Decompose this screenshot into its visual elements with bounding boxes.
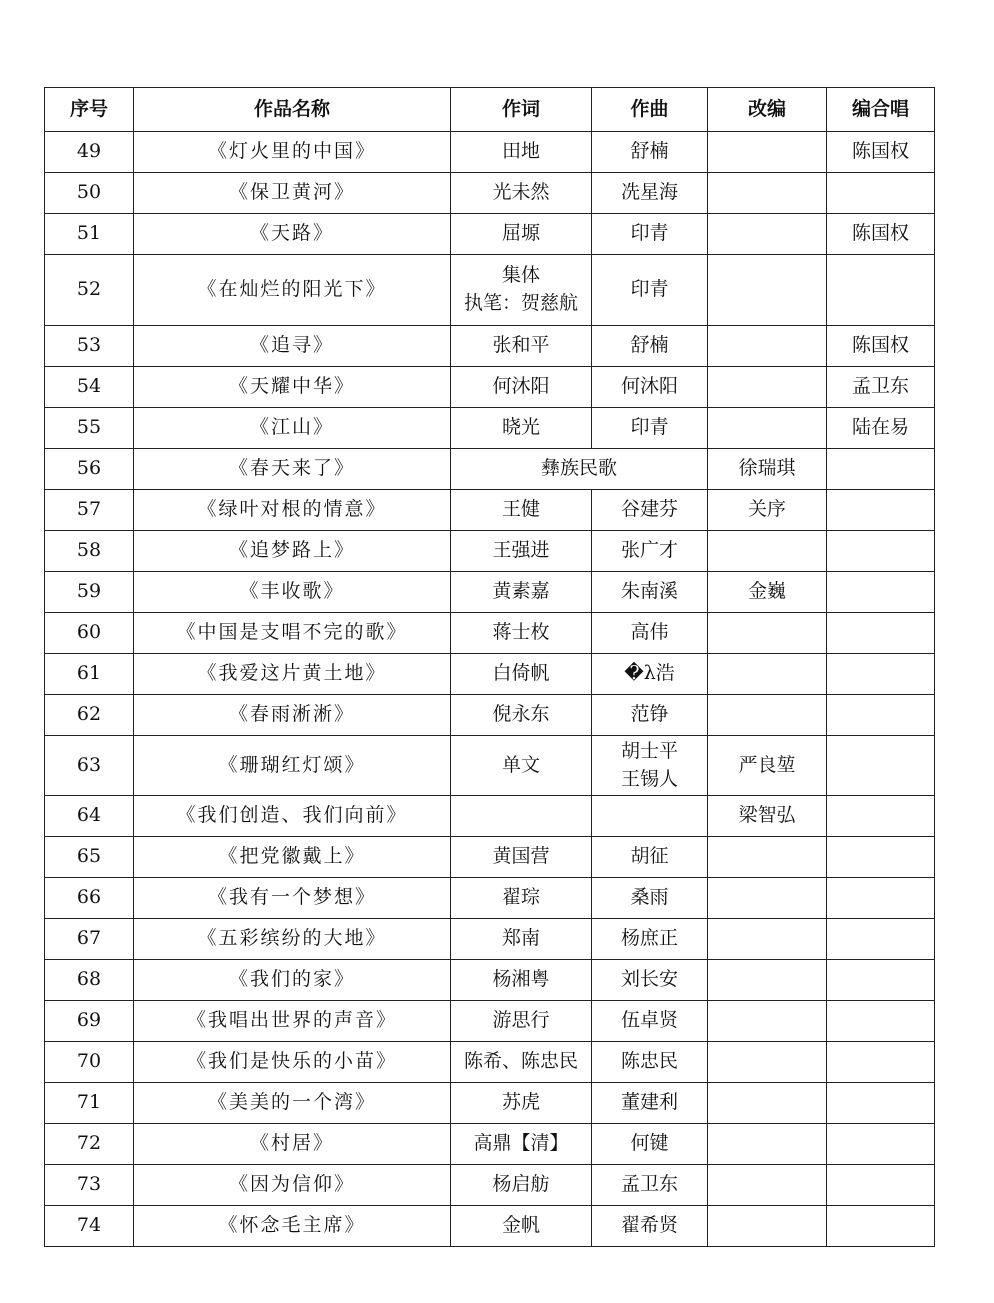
cell-lyricist: 黄素嘉 (451, 572, 592, 613)
cell-composer: 印青 (592, 408, 708, 449)
cell-arranger (708, 837, 827, 878)
cell-composer: 印青 (592, 255, 708, 326)
cell-title: 《在灿烂的阳光下》 (134, 255, 451, 326)
cell-lyricist: 游思行 (451, 1001, 592, 1042)
table-row (45, 1083, 935, 1124)
cell-index: 72 (45, 1124, 134, 1165)
cell-arranger (708, 367, 827, 408)
cell-lyricist: 蒋士枚 (451, 613, 592, 654)
cell-title: 《绿叶对根的情意》 (134, 490, 451, 531)
cell-lyricist: 白倚帆 (451, 654, 592, 695)
table-row (45, 173, 935, 214)
cell-composer: 谷建芬 (592, 490, 708, 531)
cell-index: 69 (45, 1001, 134, 1042)
table-row (45, 408, 935, 449)
cell-index: 67 (45, 919, 134, 960)
lyricist-line: 执笔：贺慈航 (463, 292, 578, 314)
cell-choral-arranger (827, 919, 935, 960)
cell-title: 《我爱这片黄土地》 (134, 654, 451, 695)
cell-arranger (708, 1001, 827, 1042)
cell-choral-arranger (827, 796, 935, 837)
cell-arranger: 梁智弘 (708, 796, 827, 837)
table-row (45, 1001, 935, 1042)
cell-arranger (708, 654, 827, 695)
cell-index: 51 (45, 214, 134, 255)
cell-title: 《五彩缤纷的大地》 (134, 919, 451, 960)
cell-arranger (708, 960, 827, 1001)
header-title: 作品名称 (134, 88, 451, 132)
cell-composer: 胡征 (592, 837, 708, 878)
cell-composer: 翟希贤 (592, 1206, 708, 1247)
cell-lyricist: 张和平 (451, 326, 592, 367)
table-row (45, 490, 935, 531)
cell-arranger (708, 173, 827, 214)
cell-choral-arranger (827, 173, 935, 214)
cell-index: 58 (45, 531, 134, 572)
cell-composer: 董建利 (592, 1083, 708, 1124)
cell-title: 《天耀中华》 (134, 367, 451, 408)
cell-composer: 刘长安 (592, 960, 708, 1001)
cell-choral-arranger (827, 654, 935, 695)
works-table (44, 87, 935, 1247)
cell-arranger: 关序 (708, 490, 827, 531)
cell-index: 52 (45, 255, 134, 326)
cell-choral-arranger: 孟卫东 (827, 367, 935, 408)
cell-index: 61 (45, 654, 134, 695)
table-row (45, 572, 935, 613)
cell-index: 50 (45, 173, 134, 214)
cell-choral-arranger (827, 1042, 935, 1083)
cell-lyricist: 翟琮 (451, 878, 592, 919)
cell-lyricist: 高鼎【清】 (451, 1124, 592, 1165)
cell-index: 64 (45, 796, 134, 837)
cell-lyricist: 金帆 (451, 1206, 592, 1247)
cell-lyricist: 黄国营 (451, 837, 592, 878)
table-row (45, 255, 935, 326)
cell-arranger (708, 695, 827, 736)
cell-choral-arranger (827, 960, 935, 1001)
cell-composer: 桑雨 (592, 878, 708, 919)
cell-arranger (708, 214, 827, 255)
cell-lyricist: 晓光 (451, 408, 592, 449)
lyricist-line: 集体 (501, 264, 540, 287)
cell-title: 《美美的一个湾》 (134, 1083, 451, 1124)
cell-index: 49 (45, 132, 134, 173)
cell-title: 《灯火里的中国》 (134, 132, 451, 173)
cell-choral-arranger (827, 1165, 935, 1206)
table-row (45, 1124, 935, 1165)
table-row (45, 878, 935, 919)
cell-lyricist: 王强进 (451, 531, 592, 572)
cell-title: 《追梦路上》 (134, 531, 451, 572)
table-row (45, 1206, 935, 1247)
cell-index: 60 (45, 613, 134, 654)
cell-title: 《村居》 (134, 1124, 451, 1165)
cell-title: 《天路》 (134, 214, 451, 255)
header-choral-arranger: 编合唱 (827, 88, 935, 132)
cell-composer: 高伟 (592, 613, 708, 654)
cell-lyricist: 屈塬 (451, 214, 592, 255)
cell-lyricist: 何沐阳 (451, 367, 592, 408)
cell-lyricist: 光未然 (451, 173, 592, 214)
cell-choral-arranger (827, 1001, 935, 1042)
cell-index: 70 (45, 1042, 134, 1083)
table-row (45, 449, 935, 490)
table-row (45, 837, 935, 878)
cell-composer: 朱南溪 (592, 572, 708, 613)
cell-choral-arranger (827, 255, 935, 326)
cell-title: 《中国是支唱不完的歌》 (134, 613, 451, 654)
table-row (45, 214, 935, 255)
cell-title: 《丰收歌》 (134, 572, 451, 613)
cell-arranger (708, 1124, 827, 1165)
cell-choral-arranger (827, 490, 935, 531)
cell-choral-arranger: 陈国权 (827, 214, 935, 255)
composer-line: 王锡人 (620, 767, 678, 790)
cell-choral-arranger (827, 1206, 935, 1247)
cell-index: 62 (45, 695, 134, 736)
cell-choral-arranger (827, 878, 935, 919)
cell-title: 《追寻》 (134, 326, 451, 367)
table-row (45, 1042, 935, 1083)
cell-arranger: 金巍 (708, 572, 827, 613)
cell-index: 63 (45, 736, 134, 796)
cell-index: 59 (45, 572, 134, 613)
header-arranger: 改编 (708, 88, 827, 132)
header-row (45, 88, 935, 132)
cell-choral-arranger (827, 736, 935, 796)
cell-choral-arranger (827, 695, 935, 736)
cell-index: 57 (45, 490, 134, 531)
cell-index: 66 (45, 878, 134, 919)
cell-arranger: 严良堃 (708, 736, 827, 796)
cell-title: 《春天来了》 (134, 449, 451, 490)
cell-lyricist-composer: 彝族民歌 (451, 449, 708, 490)
cell-arranger (708, 132, 827, 173)
cell-lyricist: 倪永东 (451, 695, 592, 736)
cell-composer (592, 736, 708, 796)
table-row (45, 531, 935, 572)
cell-choral-arranger (827, 572, 935, 613)
cell-composer: 孟卫东 (592, 1165, 708, 1206)
cell-composer: 陈忠民 (592, 1042, 708, 1083)
header-index: 序号 (45, 88, 134, 132)
cell-composer: 何键 (592, 1124, 708, 1165)
cell-composer: 冼星海 (592, 173, 708, 214)
cell-index: 65 (45, 837, 134, 878)
table-row (45, 1165, 935, 1206)
table-row (45, 613, 935, 654)
cell-arranger (708, 531, 827, 572)
cell-composer: �λ浩 (592, 654, 708, 695)
cell-title: 《珊瑚红灯颂》 (134, 736, 451, 796)
cell-composer: 何沐阳 (592, 367, 708, 408)
cell-composer: 舒楠 (592, 132, 708, 173)
cell-lyricist: 单文 (451, 736, 592, 796)
cell-choral-arranger (827, 613, 935, 654)
table-row (45, 132, 935, 173)
header-lyricist: 作词 (451, 88, 592, 132)
cell-choral-arranger: 陈国权 (827, 326, 935, 367)
cell-composer: 杨庶正 (592, 919, 708, 960)
cell-arranger (708, 408, 827, 449)
cell-title: 《我们的家》 (134, 960, 451, 1001)
cell-lyricist (451, 255, 592, 326)
cell-lyricist: 杨湘粤 (451, 960, 592, 1001)
cell-lyricist: 王健 (451, 490, 592, 531)
cell-lyricist: 陈希、陈忠民 (451, 1042, 592, 1083)
cell-index: 74 (45, 1206, 134, 1247)
cell-index: 71 (45, 1083, 134, 1124)
cell-choral-arranger: 陆在易 (827, 408, 935, 449)
cell-title: 《怀念毛主席》 (134, 1206, 451, 1247)
cell-title: 《我们是快乐的小苗》 (134, 1042, 451, 1083)
cell-index: 56 (45, 449, 134, 490)
cell-composer: 伍卓贤 (592, 1001, 708, 1042)
cell-arranger (708, 326, 827, 367)
cell-title: 《我们创造、我们向前》 (134, 796, 451, 837)
cell-title: 《把党徽戴上》 (134, 837, 451, 878)
cell-arranger (708, 1206, 827, 1247)
cell-choral-arranger (827, 531, 935, 572)
table-row (45, 736, 935, 796)
cell-index: 68 (45, 960, 134, 1001)
cell-choral-arranger (827, 837, 935, 878)
table-row (45, 796, 935, 837)
cell-title: 《保卫黄河》 (134, 173, 451, 214)
cell-arranger: 徐瑞琪 (708, 449, 827, 490)
cell-arranger (708, 613, 827, 654)
table-row (45, 367, 935, 408)
cell-title: 《我有一个梦想》 (134, 878, 451, 919)
cell-arranger (708, 919, 827, 960)
cell-choral-arranger (827, 449, 935, 490)
table-row (45, 919, 935, 960)
cell-choral-arranger (827, 1083, 935, 1124)
table-row (45, 695, 935, 736)
cell-lyricist (451, 796, 592, 837)
cell-composer: 张广才 (592, 531, 708, 572)
cell-index: 53 (45, 326, 134, 367)
cell-title: 《我唱出世界的声音》 (134, 1001, 451, 1042)
table-row (45, 326, 935, 367)
header-composer: 作曲 (592, 88, 708, 132)
cell-lyricist: 杨启舫 (451, 1165, 592, 1206)
cell-index: 54 (45, 367, 134, 408)
cell-lyricist: 苏虎 (451, 1083, 592, 1124)
cell-arranger (708, 1165, 827, 1206)
cell-index: 73 (45, 1165, 134, 1206)
cell-choral-arranger (827, 1124, 935, 1165)
cell-choral-arranger: 陈国权 (827, 132, 935, 173)
cell-title: 《春雨淅淅》 (134, 695, 451, 736)
cell-arranger (708, 1042, 827, 1083)
cell-composer: 印青 (592, 214, 708, 255)
table-row (45, 960, 935, 1001)
cell-composer: 范铮 (592, 695, 708, 736)
cell-index: 55 (45, 408, 134, 449)
composer-line: 胡士平 (620, 739, 678, 762)
cell-lyricist: 田地 (451, 132, 592, 173)
cell-composer: 舒楠 (592, 326, 708, 367)
cell-title: 《江山》 (134, 408, 451, 449)
cell-title: 《因为信仰》 (134, 1165, 451, 1206)
cell-arranger (708, 1083, 827, 1124)
cell-composer (592, 796, 708, 837)
table-row (45, 654, 935, 695)
cell-arranger (708, 878, 827, 919)
cell-arranger (708, 255, 827, 326)
cell-lyricist: 郑南 (451, 919, 592, 960)
